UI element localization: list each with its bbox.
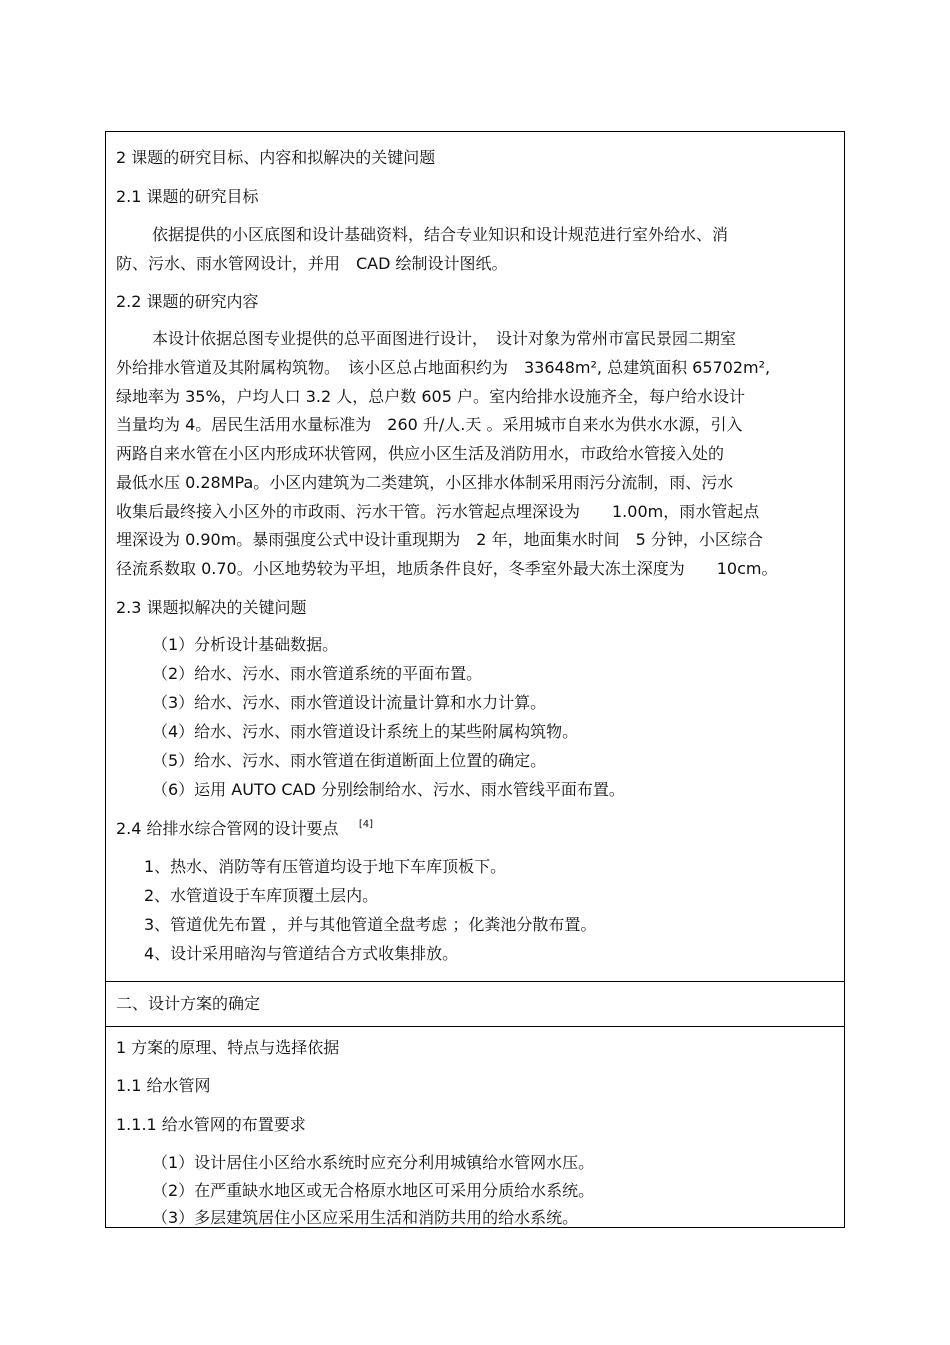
- subsection-heading: 2.2 课题的研究内容: [116, 292, 259, 311]
- list-item: 3、管道优先布置 ，并与其他管道全盘考虑 ；化粪池分散布置。: [144, 915, 597, 934]
- subsection-heading: 2.3 课题拟解决的关键问题: [116, 598, 307, 617]
- paragraph-line: 径流系数取 0.70。小区地势较为平坦，地质条件良好，冬季室外最大冻土深度为 10cm。: [116, 559, 778, 578]
- subsection-heading: 1.1 给水管网: [116, 1076, 211, 1095]
- list-item: （2）在严重缺水地区或无合格原水地区可采用分质给水系统。: [152, 1181, 595, 1200]
- paragraph-line: 收集后最终接入小区外的市政雨、污水干管。污水管起点埋深设为 1.00m，雨水管起点: [116, 502, 760, 521]
- paragraph-line: 当量均为 4。居民生活用水量标准为 260 升/人.天 。采用城市自来水为供水水源，引入: [116, 415, 743, 434]
- paragraph-line: 防、污水、雨水管网设计，并用 CAD 绘制设计图纸。: [116, 254, 508, 273]
- section-heading: 二、设计方案的确定: [116, 994, 261, 1013]
- list-item: （1）分析设计基础数据。: [152, 635, 339, 654]
- scheme-principles-cell: [106, 1026, 844, 1227]
- paragraph-line: 外给排水管道及其附属构筑物。 该小区总占地面积约为 33648m², 总建筑面积 65702m²,: [116, 358, 771, 377]
- design-scheme-cell: [106, 981, 844, 1026]
- subsection-heading: 1.1.1 给水管网的布置要求: [116, 1115, 306, 1134]
- list-item: 4、设计采用暗沟与管道结合方式收集排放。: [144, 944, 459, 963]
- subsection-heading: 2.4 给排水综合管网的设计要点 [4]: [116, 819, 374, 838]
- list-item: （3）给水、污水、雨水管道设计流量计算和水力计算。: [152, 693, 547, 712]
- list-item: （2）给水、污水、雨水管道系统的平面布置。: [152, 664, 483, 683]
- paragraph-line: 依据提供的小区底图和设计基础资料，结合专业知识和设计规范进行室外给水、消: [152, 225, 729, 244]
- paragraph-line: 本设计依据总图专业提供的总平面图进行设计， 设计对象为常州市富民景园二期室: [152, 329, 737, 348]
- paragraph-line: 最低水压 0.28MPa。小区内建筑为二类建筑，小区排水体制采用雨污分流制，雨、污水: [116, 473, 734, 492]
- citation-ref: [4]: [358, 819, 374, 830]
- proposal-table: [105, 131, 845, 1228]
- list-item: （1）设计居住小区给水系统时应充分利用城镇给水管网水压。: [152, 1153, 595, 1172]
- list-item: （3）多层建筑居住小区应采用生活和消防共用的给水系统。: [152, 1208, 579, 1227]
- paragraph-line: 埋深设为 0.90m。暴雨强度公式中设计重现期为 2 年，地面集水时间 5 分钟，小区综合: [116, 530, 763, 549]
- list-item: 1、热水、消防等有压管道均设于地下车库顶板下。: [144, 857, 507, 876]
- section-heading: 1 方案的原理、特点与选择依据: [116, 1038, 340, 1057]
- list-item: （4）给水、污水、雨水管道设计系统上的某些附属构筑物。: [152, 722, 579, 741]
- list-item: （5）给水、污水、雨水管道在街道断面上位置的确定。: [152, 751, 547, 770]
- research-goals-cell: [106, 132, 844, 981]
- section-heading: 2 课题的研究目标、内容和拟解决的关键问题: [116, 148, 436, 167]
- subsection-heading: 2.1 课题的研究目标: [116, 187, 259, 206]
- paragraph-line: 两路自来水管在小区内形成环状管网，供应小区生活及消防用水，市政给水管接入处的: [116, 444, 725, 463]
- list-item: （6）运用 AUTO CAD 分别绘制给水、污水、雨水管线平面布置。: [152, 780, 625, 799]
- paragraph-line: 绿地率为 35%，户均人口 3.2 人，总户数 605 户。室内给排水设施齐全，每户给水设计: [116, 387, 745, 406]
- list-item: 2、水管道设于车库顶覆土层内。: [144, 886, 379, 905]
